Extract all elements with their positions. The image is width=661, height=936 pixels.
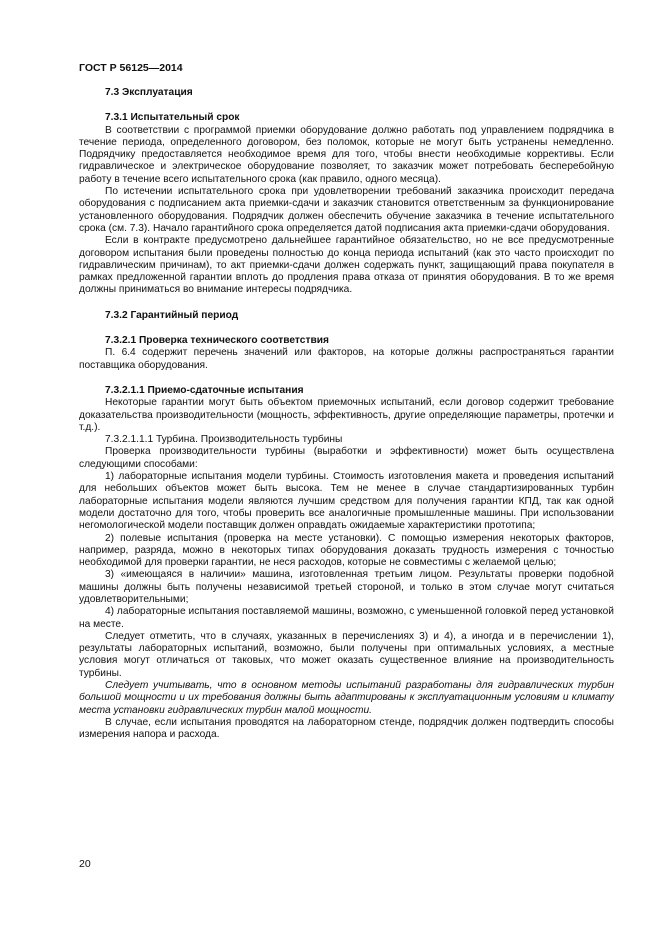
standard-header: ГОСТ Р 56125—2014 bbox=[79, 62, 183, 74]
section-heading-7-3-2-1: 7.3.2.1 Проверка технического соответствия bbox=[105, 335, 329, 347]
paragraph: П. 6.4 содержит перечень значений или факторов, на которые должны распространяться гарантии поставщика оборудования. bbox=[79, 347, 614, 371]
paragraph: Некоторые гарантии могут быть объектом приемочных испытаний, если договор содержит требование доказательства производительности (мощность, эффективность, другие определяющие параметры, протечки и т.д.). bbox=[79, 397, 614, 433]
section-heading-7-3-2-1-1: 7.3.2.1.1 Приемо-сдаточные испытания bbox=[105, 384, 304, 396]
paragraph: Если в контракте предусмотрено дальнейшее гарантийное обязательство, но не все предусмотренные договором испытания были проведены полностью до конца периода испытаний (как это часто происходит по гидравлическим причинам), то акт приемки-сдачи должен содержать пункт, защищающий права покупателя в рамках предложенной гарантии вплоть до продления права отказа от принятия оборудования. В то же время должны приниматься во внимание интересы подрядчика. bbox=[79, 235, 614, 296]
section-heading-7-3-1: 7.3.1 Испытательный срок bbox=[105, 112, 240, 124]
paragraph: В соответствии с программой приемки оборудование должно работать под управлением подрядчика в течение периода, определенного договором, без поломок, которые не могут быть устранены немедленно. Подрядчику предоставляется необходимое время для того, чтобы внести необходимые коррективы. Если гидравлическое и электрическое оборудование позволяет, то заказчик может потребовать бесперебойную работу в течение всего испытательного срока (как правило, одного месяца). bbox=[79, 124, 614, 185]
list-item: 3) «имеющаяся в наличии» машина, изготовленная третьим лицом. Результаты проверки подобной машины должны быть получены независимой третьей стороной, и только в этом случае могут считаться удовлетворительными; bbox=[79, 569, 614, 605]
list-item: 1) лабораторные испытания модели турбины. Стоимость изготовления макета и проведения испытаний для небольших объектов может быть высока. Тем не менее в случае стандартизированных турбин лабораторные испытания модели являются лучшим средством для получения гарантии КПД, так как одной модели достаточно для того, чтобы проверить все аналогичные промышленные машины. При использовании негомологической модели поставщик должен оправдать ожидаемые характеристики прототипа; bbox=[79, 471, 614, 532]
list-item: 2) полевые испытания (проверка на месте установки). С помощью измерения некоторых факторов, например, разряда, можно в некоторых типах оборудования доказать трудность измерения с точностью необходимой для проверки гарантии, не неся расходов, которые не совместимы с желаемой целью; bbox=[79, 532, 614, 569]
paragraph: По истечении испытательного срока при удовлетворении требований заказчика происходит передача оборудования с подписанием акта приемки-сдачи и заказчик становится ответственным за функционирование установленного оборудования. Подрядчик должен обеспечить обучение заказчика в течение испытательного срока (см. 7.3). Начало гарантийного срока определяется датой подписания акта приемки-сдачи оборудования. bbox=[79, 186, 614, 234]
page-number: 20 bbox=[79, 858, 91, 870]
document-body bbox=[79, 87, 614, 742]
list-item: 4) лабораторные испытания поставляемой машины, возможно, с уменьшенной головкой перед установкой на месте. bbox=[79, 606, 614, 630]
section-heading-7-3: 7.3 Эксплуатация bbox=[105, 87, 193, 98]
italic-note: Следует учитывать, что в основном методы испытаний разработаны для гидравлических турбин большой мощности и их требования должны быть адаптированы к эксплуатационным условиям и климату места установки гидравлических турбин малой мощности. bbox=[79, 680, 614, 716]
subsection-label: 7.3.2.1.1.1 Турбина. Производительность турбины bbox=[105, 434, 343, 446]
paragraph: В случае, если испытания проводятся на лабораторном стенде, подрядчик должен подтвердить способы измерения напора и расхода. bbox=[79, 716, 614, 741]
paragraph: Следует отметить, что в случаях, указанных в перечислениях 3) и 4), а иногда и в перечислении 1), результаты лабораторных испытаний, возможно, были получены при оптимальных условиях, а местные условия могут отличаться от таковых, что может оказать существенное влияние на производительность турбины. bbox=[79, 630, 614, 679]
paragraph: Проверка производительности турбины (выработки и эффективности) может быть осуществлена следующими способами: bbox=[79, 446, 614, 470]
section-heading-7-3-2: 7.3.2 Гарантийный период bbox=[105, 309, 239, 321]
